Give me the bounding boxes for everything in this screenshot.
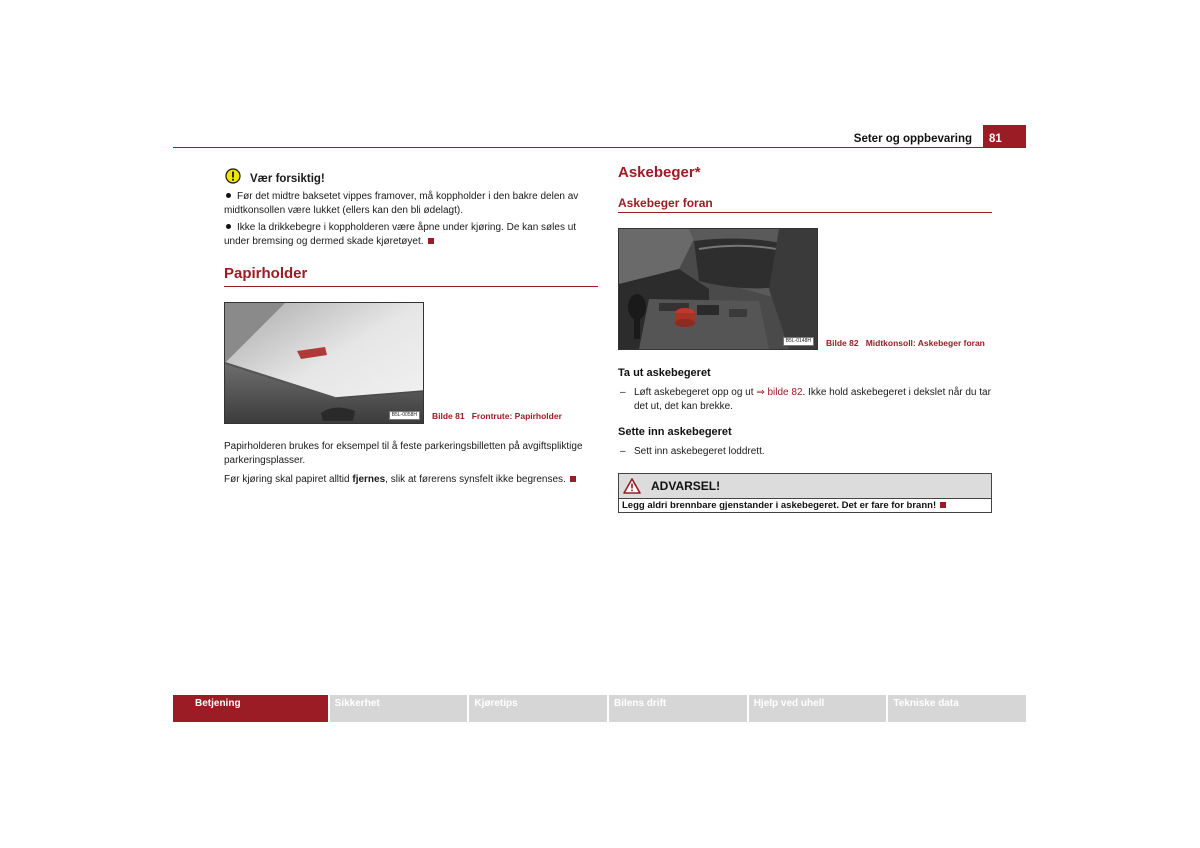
caution-bullet-list: [224, 190, 600, 249]
figure-82-photo: [618, 228, 818, 350]
nav-tab-kjoretips[interactable]: Kjøretips: [469, 695, 607, 722]
nav-tab-bilens-drift[interactable]: Bilens drift: [609, 695, 747, 722]
figure-code-label: B5L-0058H: [389, 411, 420, 420]
section-end-marker-icon: [570, 476, 576, 482]
running-header-title: Seter og oppbevaring: [853, 133, 972, 145]
nav-tab-tekniske-data[interactable]: Tekniske data: [888, 695, 1026, 722]
figure-82-link[interactable]: ⇒ bilde 82: [756, 387, 803, 398]
subsection-title-askebeger-foran: Askebeger foran: [618, 196, 713, 210]
nav-tab-sikkerhet[interactable]: Sikkerhet: [330, 695, 468, 722]
section-title-askebeger: Askebeger*: [618, 164, 701, 181]
warning-text: Legg aldri brennbare gjenstander i askebegeret. Det er fare for brann!: [622, 500, 946, 511]
exclamation-circle-icon: [225, 168, 241, 184]
bullet-dot-icon: [226, 193, 231, 198]
subsection-rule: [618, 212, 992, 213]
heading-sette-inn-askebegeret: Sette inn askebegeret: [618, 426, 732, 438]
ta-ut-instruction: – Løft askebegeret opp og ut ⇒ bilde 82. Ikke hold askebegeret i dekslet når du tar det ut, det kan brekke.: [620, 387, 991, 412]
warning-header: [619, 474, 991, 499]
section-end-marker-icon: [940, 502, 946, 508]
bullet-dot-icon: [226, 224, 231, 229]
header-rule: [173, 147, 1026, 148]
section-rule: [224, 286, 598, 287]
warning-triangle-icon: [623, 478, 641, 494]
warning-box: [618, 473, 992, 513]
nav-tab-betjening[interactable]: Betjening: [173, 695, 328, 722]
caution-bullet-2: Ikke la drikkebegre i koppholderen være åpne under kjøring. De kan søles ut under bremsing og dermed skade kjøretøyet.: [224, 222, 577, 247]
warning-label: ADVARSEL!: [651, 479, 721, 493]
papirholder-paragraph-2: Før kjøring skal papiret alltid fjernes, slik at førerens synsfelt ikke begrenses.: [224, 473, 600, 487]
sette-inn-instruction: – Sett inn askebegeret loddrett.: [620, 446, 765, 457]
section-end-marker-icon: [428, 238, 434, 244]
page-number: 81: [983, 125, 1026, 148]
figure-82-caption: Bilde 82 Midtkonsoll: Askebeger foran: [826, 338, 985, 348]
caution-title: Vær forsiktig!: [250, 173, 325, 185]
caution-bullet-1: Før det midtre baksetet vippes framover, må koppholder i den bakre delen av midtkonsollen være lukket (ellers kan den bli ødelagt).: [224, 191, 579, 216]
chapter-nav-bar: [173, 695, 1026, 722]
section-title-papirholder: Papirholder: [224, 265, 308, 282]
figure-81-photo: [224, 302, 424, 424]
figure-code-label: B5L-0148H: [783, 337, 814, 346]
nav-tab-hjelp-ved-uhell[interactable]: Hjelp ved uhell: [749, 695, 887, 722]
papirholder-paragraph-1: Papirholderen brukes for eksempel til å feste parkeringsbilletten på avgiftspliktige parkeringsplasser.: [224, 441, 583, 466]
heading-ta-ut-askebegeret: Ta ut askebegeret: [618, 367, 711, 379]
figure-81-caption: Bilde 81 Frontrute: Papirholder: [432, 411, 562, 421]
